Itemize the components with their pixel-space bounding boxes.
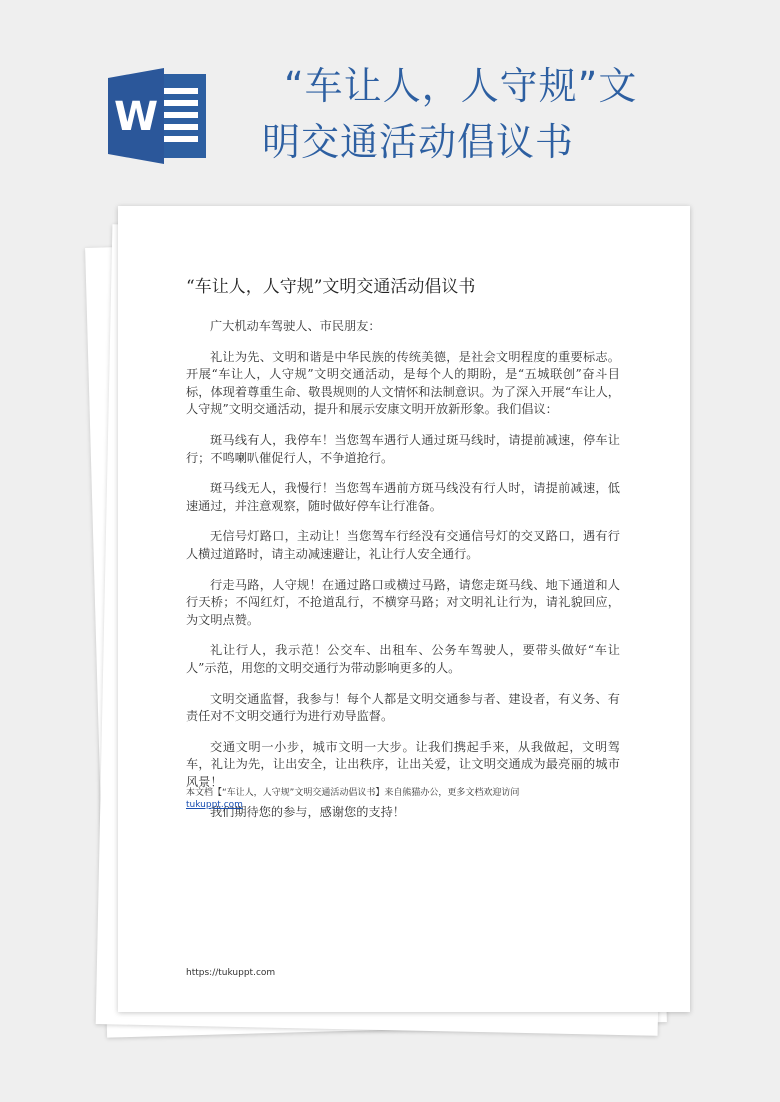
paragraph: 无信号灯路口，主动让！当您驾车行经没有交通信号灯的交叉路口，遇有行人横过道路时，请主动减速避让，礼让行人安全通行。 (186, 529, 620, 561)
paragraph: 我们期待您的参与，感谢您的支持！ (210, 805, 405, 820)
footer-note (186, 787, 626, 811)
paragraph: 礼让为先、文明和谐是中华民族的传统美德，是社会文明程度的重要标志。开展“车让人，人守规”文明交通活动，是每个人的期盼，是“五城联创”奋斗目标，体现着尊重生命、敬畏规则的人文情怀和法制意识。为了深入开展“车让人，人守规”文明交通活动，提升和展示安康文明开放新形象。我们倡议： (186, 349, 620, 417)
word-icon-letter: W (113, 94, 159, 140)
document-body (186, 318, 620, 835)
paragraph: 交通文明一小步，城市文明一大步。让我们携起手来，从我做起，文明驾车，礼让为先，让出安全，让出秩序，让出关爱，让文明交通成为最亮丽的城市风景！ (186, 739, 620, 789)
salutation: 广大机动车驾驶人、市民朋友： (210, 319, 381, 333)
paragraph: 斑马线无人，我慢行！当您驾车遇前方斑马线没有行人时，请提前减速，低速通过，并注意观察，随时做好停车让行准备。 (186, 481, 620, 513)
footer-note-text: 本文档【“车让人，人守规”文明交通活动倡议书】来自熊猫办公，更多文档欢迎访问 (186, 788, 520, 798)
header-title-line-2: 明交通活动倡议书 (262, 120, 575, 164)
document-title: “车让人，人守规”文明交通活动倡议书 (186, 277, 476, 297)
paragraph: 礼让行人，我示范！公交车、出租车、公务车驾驶人，要带头做好“车让人”示范，用您的文明交通行为带动影响更多的人。 (186, 643, 620, 675)
header-title (262, 58, 732, 170)
footer-link[interactable]: tukuppt.com (186, 800, 243, 810)
paragraph: 斑马线有人，我停车！当您驾车遇行人通过斑马线时，请提前减速，停车让行；不鸣喇叭催促行人，不争道抢行。 (186, 432, 620, 465)
bottom-url[interactable]: https://tukuppt.com (186, 968, 276, 978)
header-title-line-1: “车让人，人守规”文 (284, 64, 638, 108)
paragraph: 文明交通监督，我参与！每个人都是文明交通参与者、建设者，有义务、有责任对不文明交通行为进行劝导监督。 (186, 691, 620, 724)
document-page (118, 206, 690, 1012)
word-document-icon (108, 68, 208, 164)
paragraph: 行走马路，人守规！在通过路口或横过马路，请您走斑马线、地下通道和人行天桥；不闯红灯，不抢道乱行，不横穿马路；对文明礼让行为，请礼貌回应，为文明点赞。 (186, 577, 620, 627)
